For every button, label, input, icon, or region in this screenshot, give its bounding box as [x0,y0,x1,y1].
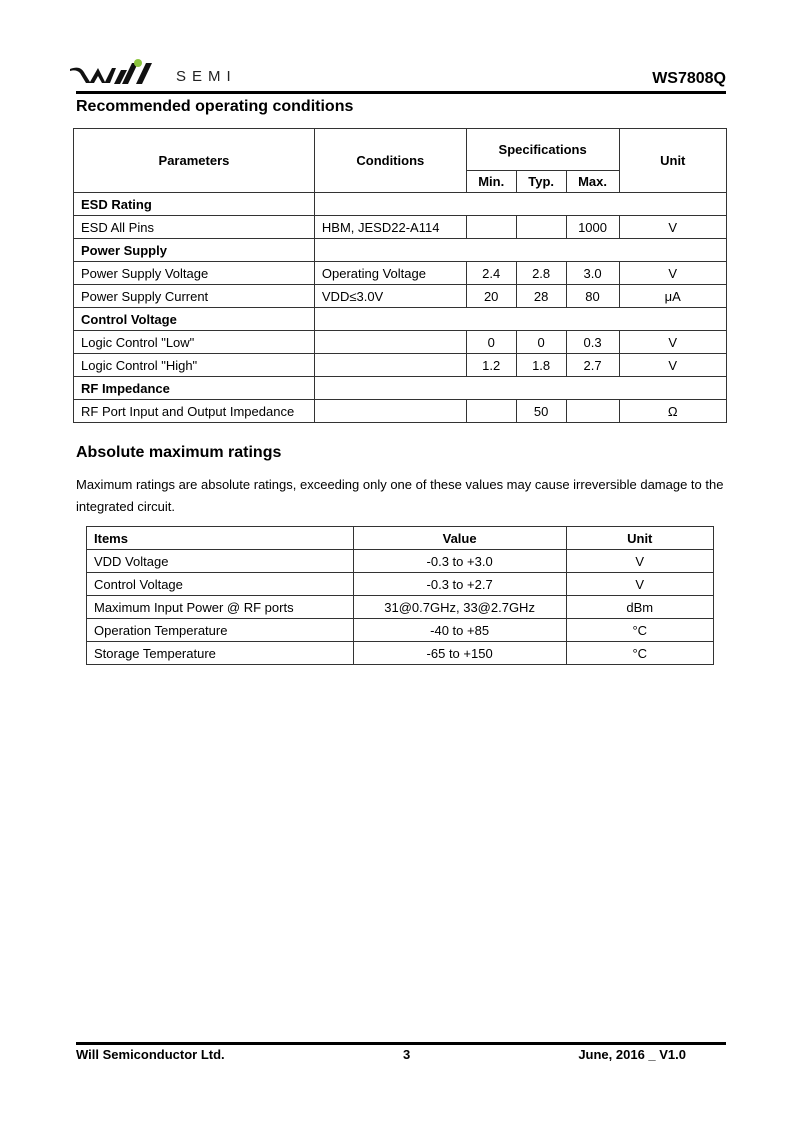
header-unit: Unit [566,527,714,550]
table-row [74,239,727,262]
unit-cell: V [619,216,727,239]
param-cell: ESD All Pins [74,216,315,239]
category-label: ESD Rating [74,193,315,216]
param-cell: Logic Control "High" [74,354,315,377]
category-label: RF Impedance [74,377,315,400]
recommended-operating-conditions-table [73,128,727,423]
cond-cell [314,354,466,377]
value-cell: -0.3 to +2.7 [353,573,566,596]
table-row [74,216,727,239]
header-parameters: Parameters [74,129,315,193]
unit-cell: V [619,262,727,285]
table-row [87,619,714,642]
unit-cell: V [566,573,714,596]
value-cell: -0.3 to +3.0 [353,550,566,573]
unit-cell: V [619,331,727,354]
max-cell: 3.0 [566,262,619,285]
header-unit: Unit [619,129,727,193]
max-cell: 0.3 [566,331,619,354]
table-row [74,377,727,400]
roc-section-title: Recommended operating conditions [76,98,354,115]
table-row [74,285,727,308]
unit-cell: V [566,550,714,573]
typ-cell [516,216,566,239]
amr-section-title: Absolute maximum ratings [76,444,282,461]
category-spacer [314,308,726,331]
absolute-maximum-ratings-table [86,526,714,665]
header-rule [76,91,726,94]
header-items: Items [87,527,354,550]
document-code: WS7808Q [652,70,726,87]
value-cell: -65 to +150 [353,642,566,665]
logo-green-dot [134,59,142,67]
header-conditions: Conditions [314,129,466,193]
table-row [74,193,727,216]
amr-description: Maximum ratings are absolute ratings, exceeding only one of these values may cause irreversible damage to the integrated circuit. [76,477,724,514]
table-row [87,550,714,573]
table-row [74,354,727,377]
typ-cell: 0 [516,331,566,354]
cond-cell: Operating Voltage [314,262,466,285]
typ-cell: 1.8 [516,354,566,377]
category-label: Control Voltage [74,308,315,331]
table-row [74,400,727,423]
item-cell: Operation Temperature [87,619,354,642]
cond-cell: HBM, JESD22-A114 [314,216,466,239]
max-cell: 80 [566,285,619,308]
typ-cell: 28 [516,285,566,308]
min-cell: 20 [466,285,516,308]
item-cell: VDD Voltage [87,550,354,573]
footer-date-version: June, 2016 _ V1.0 [578,1047,686,1062]
min-cell [466,400,516,423]
category-spacer [314,377,726,400]
logo-wave-mark [70,68,116,83]
table-row [87,596,714,619]
value-cell: 31@0.7GHz, 33@2.7GHz [353,596,566,619]
header-value: Value [353,527,566,550]
unit-cell: V [619,354,727,377]
param-cell: Power Supply Voltage [74,262,315,285]
value-cell: -40 to +85 [353,619,566,642]
max-cell: 1000 [566,216,619,239]
table-row [87,573,714,596]
param-cell: Logic Control "Low" [74,331,315,354]
header-typ: Typ. [516,171,566,193]
header-max: Max. [566,171,619,193]
unit-cell: °C [566,619,714,642]
unit-cell: °C [566,642,714,665]
header-min: Min. [466,171,516,193]
max-cell: 2.7 [566,354,619,377]
item-cell: Storage Temperature [87,642,354,665]
item-cell: Maximum Input Power @ RF ports [87,596,354,619]
cond-cell [314,331,466,354]
table-row [74,308,727,331]
footer-company: Will Semiconductor Ltd. [76,1047,225,1062]
table-row [87,642,714,665]
min-cell: 1.2 [466,354,516,377]
header-specifications: Specifications [466,129,619,171]
typ-cell: 50 [516,400,566,423]
footer-rule [76,1042,726,1045]
unit-cell: Ω [619,400,727,423]
max-cell [566,400,619,423]
category-label: Power Supply [74,239,315,262]
min-cell [466,216,516,239]
logo-text: SEMI [176,68,237,85]
unit-cell: μA [619,285,727,308]
table-row [74,331,727,354]
min-cell: 2.4 [466,262,516,285]
footer-page-number: 3 [403,1047,411,1062]
param-cell: RF Port Input and Output Impedance [74,400,315,423]
table-row [74,262,727,285]
param-cell: Power Supply Current [74,285,315,308]
typ-cell: 2.8 [516,262,566,285]
category-spacer [314,193,726,216]
min-cell: 0 [466,331,516,354]
cond-cell: VDD≤3.0V [314,285,466,308]
cond-cell [314,400,466,423]
unit-cell: dBm [566,596,714,619]
category-spacer [314,239,726,262]
item-cell: Control Voltage [87,573,354,596]
